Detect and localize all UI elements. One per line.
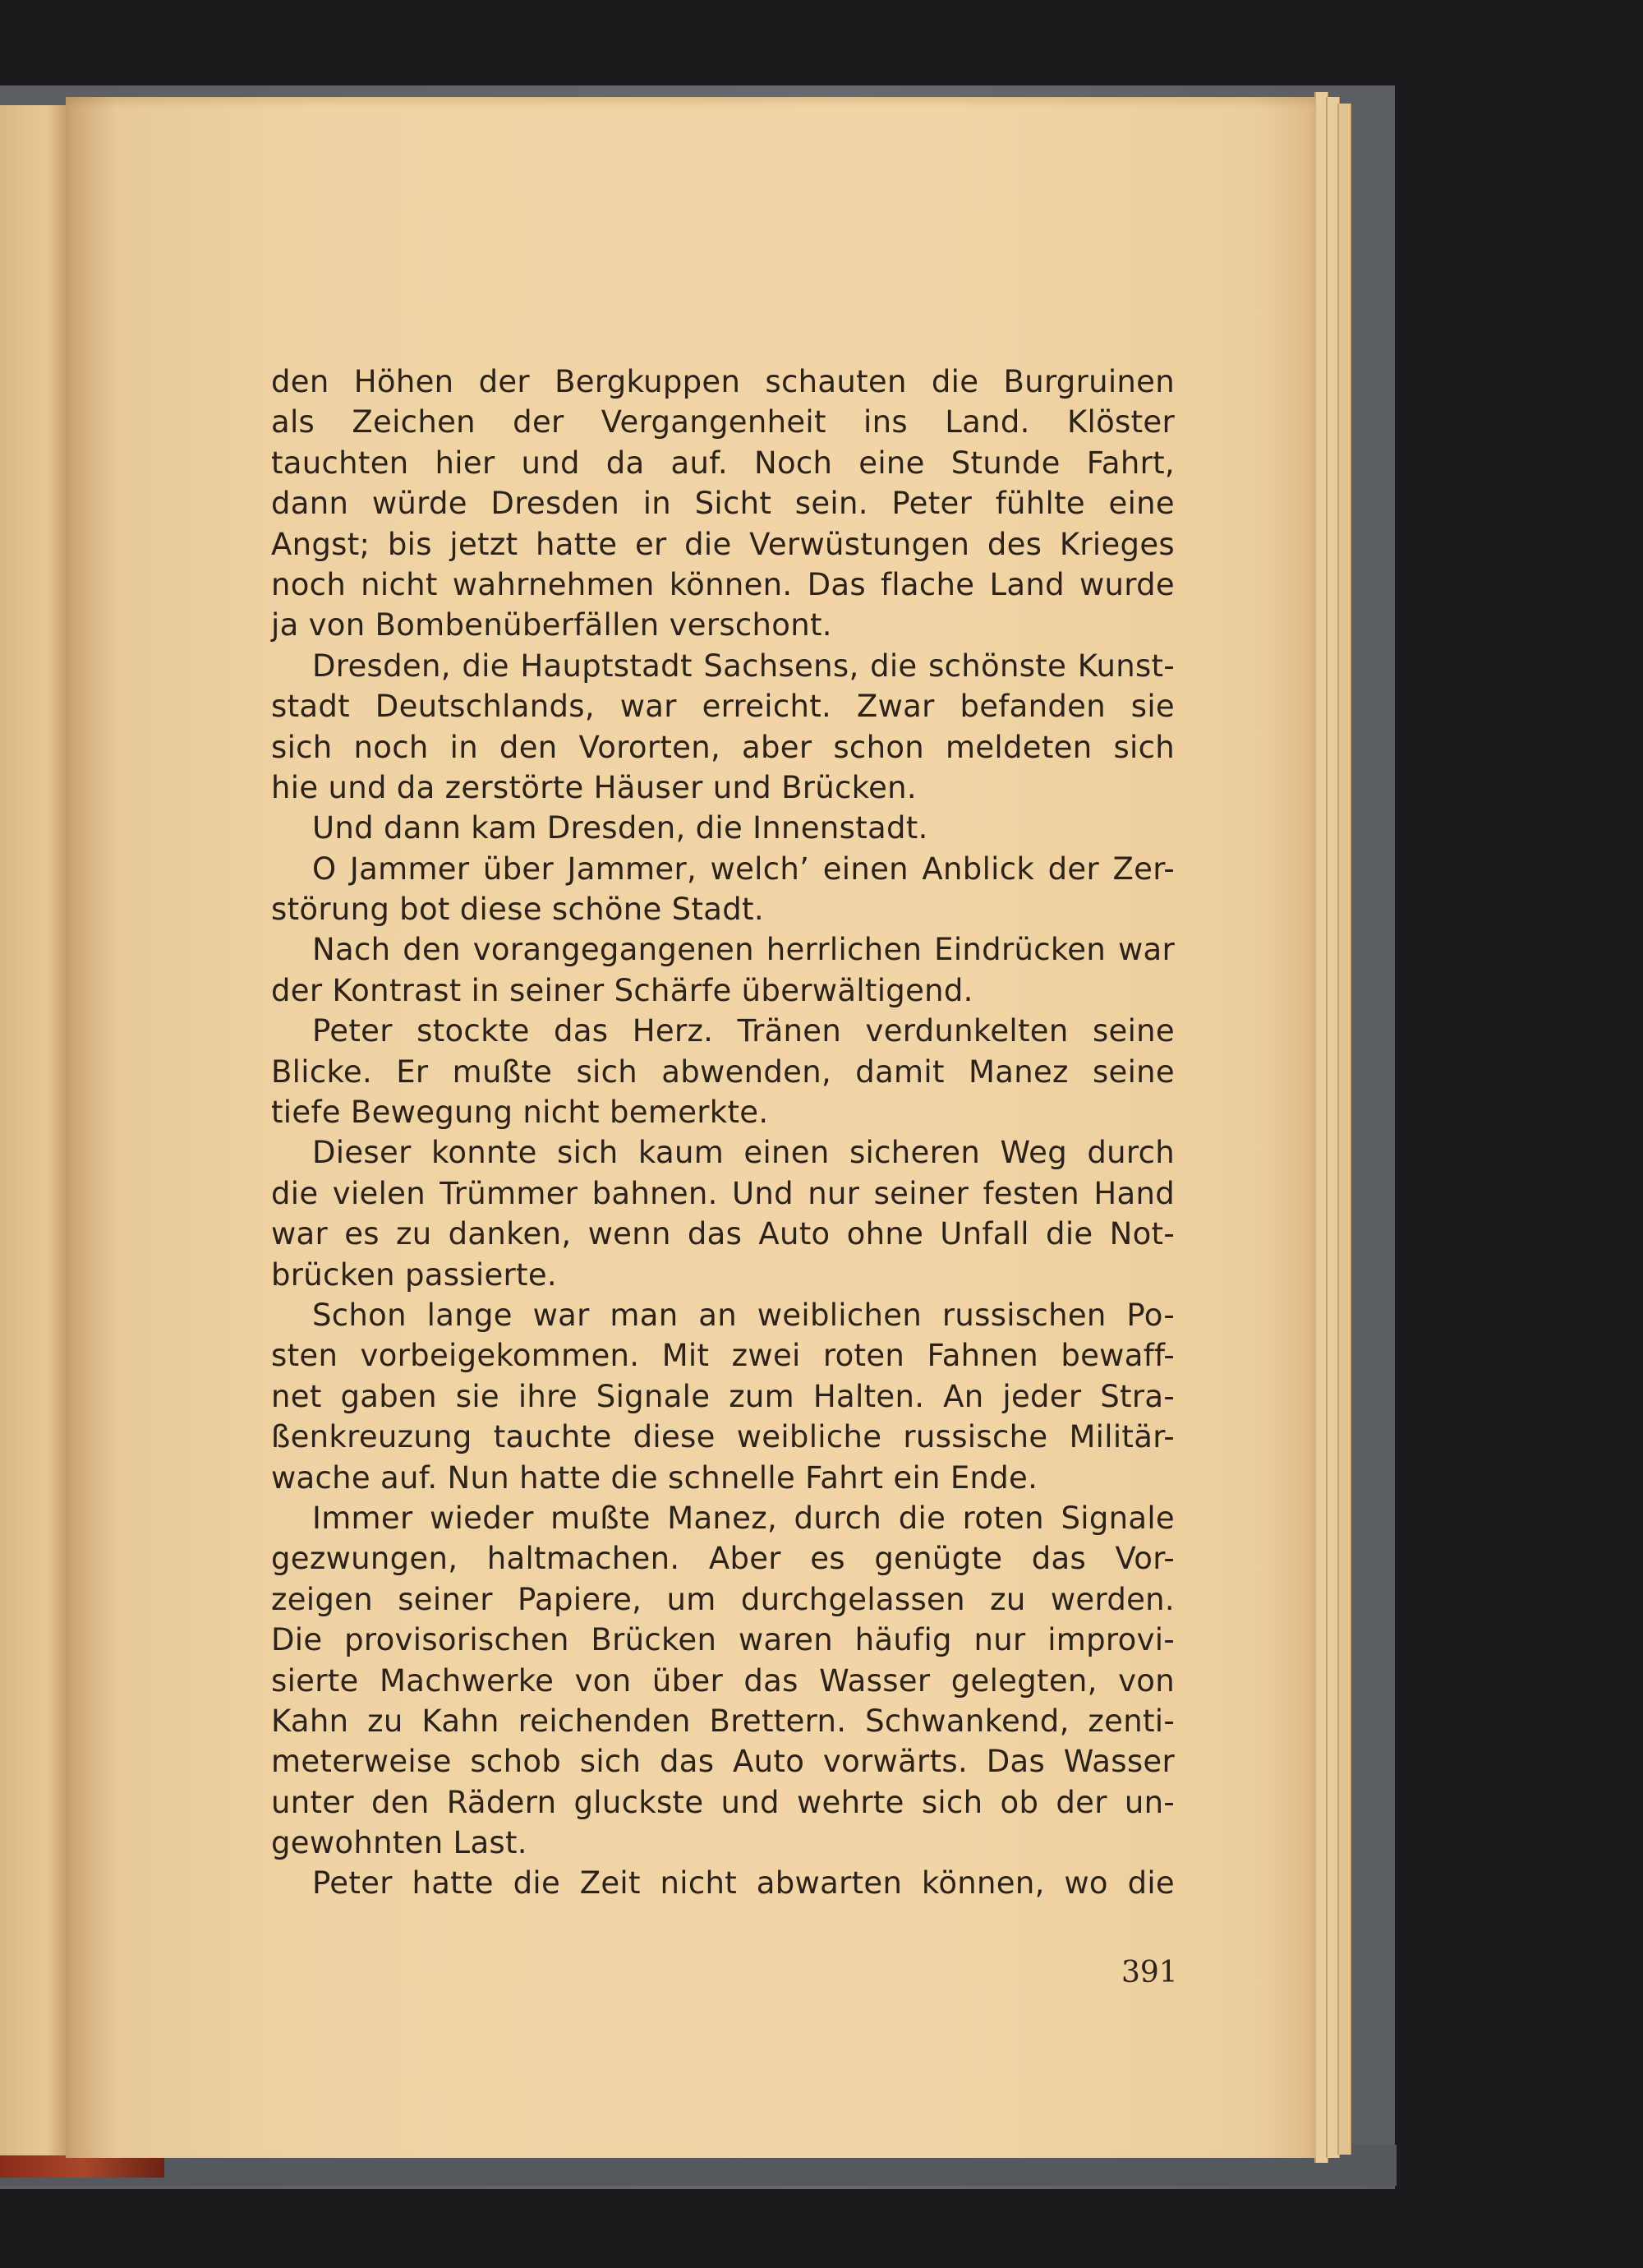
page-text	[271, 362, 1175, 1904]
text-line: der Kontrast in seiner Schärfe überwältigend.	[271, 972, 973, 1008]
left-page-edge	[0, 105, 66, 2155]
text-line: Angst; bis jetzt hatte er die Verwüstungen des Krieges	[271, 526, 1175, 562]
text-line: meterweise schob sich das Auto vorwärts. Das Wasser	[271, 1744, 1175, 1780]
text-line: war es zu danken, wenn das Auto ohne Unfall die Not-	[271, 1216, 1175, 1252]
text-line: Und dann kam Dresden, die Innenstadt.	[312, 810, 928, 846]
page-edge-leaf	[1337, 104, 1351, 2155]
book-page	[66, 97, 1316, 2158]
page-number: 391	[1121, 1956, 1178, 1989]
text-line: noch nicht wahrnehmen können. Das flache Land wurde	[271, 566, 1175, 602]
text-line: sierte Machwerke von über das Wasser gelegten, von	[271, 1662, 1175, 1699]
text-line: ßenkreuzung tauchte diese weibliche russische Militär-	[271, 1419, 1175, 1455]
text-line: tauchten hier und da auf. Noch eine Stunde Fahrt,	[271, 445, 1175, 481]
text-line: hie und da zerstörte Häuser und Brücken.	[271, 769, 917, 805]
text-line: Nach den vorangegangenen herrlichen Eindrücken war	[312, 932, 1175, 968]
text-line: Peter stockte das Herz. Tränen verdunkelten seine	[312, 1013, 1175, 1049]
text-line: net gaben sie ihre Signale zum Halten. An jeder Stra-	[271, 1378, 1175, 1414]
text-line: gezwungen, haltmachen. Aber es genügte das Vor-	[271, 1541, 1175, 1577]
text-line: O Jammer über Jammer, welch’ einen Anblick der Zer-	[312, 850, 1175, 887]
text-line: Schon lange war man an weiblichen russischen Po-	[312, 1297, 1175, 1333]
text-line: unter den Rädern gluckste und wehrte sich ob der un-	[271, 1784, 1175, 1820]
text-line: Kahn zu Kahn reichenden Brettern. Schwankend, zenti-	[271, 1703, 1175, 1739]
text-line: zeigen seiner Papiere, um durchgelassen zu werden.	[271, 1581, 1175, 1617]
text-line: wache auf. Nun hatte die schnelle Fahrt ein Ende.	[271, 1459, 1038, 1496]
text-line: Immer wieder mußte Manez, durch die roten Signale	[312, 1500, 1175, 1536]
text-line: Blicke. Er mußte sich abwenden, damit Manez seine	[271, 1053, 1175, 1090]
text-line: sten vorbeigekommen. Mit zwei roten Fahnen bewaff-	[271, 1338, 1175, 1374]
text-line: tiefe Bewegung nicht bemerkte.	[271, 1095, 769, 1131]
text-line: dann würde Dresden in Sicht sein. Peter fühlte eine	[271, 486, 1175, 522]
text-line: ja von Bombenüberfällen verschont.	[271, 607, 832, 643]
text-line: Die provisorischen Brücken waren häufig nur improvi-	[271, 1622, 1175, 1658]
text-line: Peter hatte die Zeit nicht abwarten können, wo die	[312, 1865, 1175, 1902]
text-line: brücken passierte.	[271, 1256, 557, 1293]
text-line: störung bot diese schöne Stadt.	[271, 892, 764, 928]
text-line: sich noch in den Vororten, aber schon meldeten sich	[271, 729, 1175, 765]
text-line: stadt Deutschlands, war erreicht. Zwar befanden sie	[271, 689, 1175, 725]
text-line: als Zeichen der Vergangenheit ins Land. Klöster	[271, 404, 1175, 440]
text-line: Dieser konnte sich kaum einen sicheren Weg durch	[312, 1135, 1175, 1171]
text-line: gewohnten Last.	[271, 1825, 527, 1861]
text-line: den Höhen der Bergkuppen schauten die Burgruinen	[271, 364, 1175, 399]
text-line: Dresden, die Hauptstadt Sachsens, die schönste Kunst-	[312, 648, 1175, 684]
text-line: die vielen Trümmer bahnen. Und nur seiner festen Hand	[271, 1175, 1175, 1211]
